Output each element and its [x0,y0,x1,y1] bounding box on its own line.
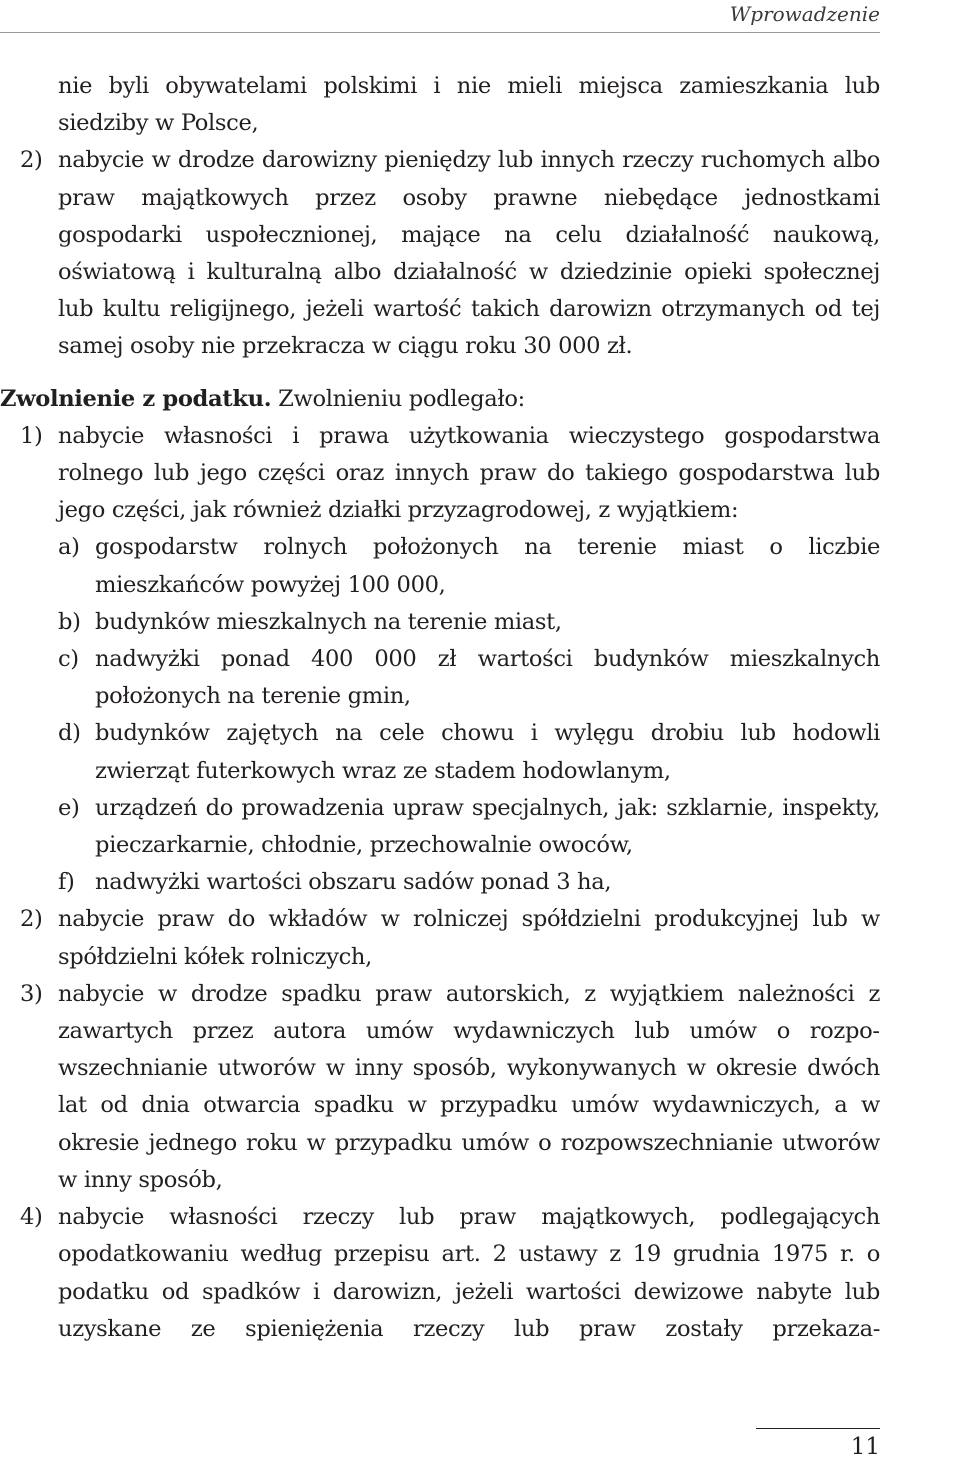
sub-item-text: budynków mieszkalnych na terenie miast, [95,608,562,635]
sub-item-text: budynków zajętych na cele chowu i wylęgu drobiu lub hodowli zwierząt futerkowych wraz ze stadem hodowlanym, [95,720,880,784]
section-lead [0,381,880,418]
sub-item-letter: a) [58,534,80,561]
sub-item [0,864,880,901]
list-item-number: 4) [20,1204,43,1231]
sub-item [0,641,880,715]
sub-item [0,529,880,603]
sub-item [0,790,880,864]
section-intro: Zwolnieniu podlegało: [271,385,525,412]
sub-item-letter: e) [58,794,80,821]
list-item-text: nabycie własności rzeczy lub praw majątkowych, podlegających opodatkowaniu według przepisu art. 2 ustawy z 19 grudnia 1975 r. o podatku od spadków i darowizn, jeżeli wartości dewizowe nabyte lub uzyskane ze spieniężenia rzeczy lub praw zostały przekaza- [58,1204,880,1342]
exemption-section [0,381,880,1348]
sub-item [0,604,880,641]
list-item [0,976,880,1199]
sub-item-letter: b) [58,608,81,635]
header-rule [0,32,880,33]
list-item [0,142,880,365]
list-item-text: nabycie w drodze darowizny pieniędzy lub innych rzeczy ruchomych albo praw majątkowych przez osoby prawne niebędące jednostkami gospodarki uspołecznionej, mające na celu działalność naukową, oświatową i kulturalną albo działalność w dziedzinie opieki społecznej lub kultu religijnego, jeżeli wartość takich darowizn otrzymanych od tej samej osoby nie przekracza w ciągu roku 30 000 zł. [58,147,880,360]
sub-item-text: urządzeń do prowadzenia upraw specjalnych, jak: szklarnie, inspekty, pieczarkarnie, chłodnie, przechowalnie owoców, [95,794,880,859]
list-item-text: nabycie w drodze spadku praw autorskich, z wyjątkiem należności z zawartych przez autora umów wydawniczych lub umów o rozpowszechnianie utworów w inny sposób, wykonywanych w okresie dwóch lat od dnia otwarcia spadku w przypadku umów wydawniczych, a w okresie jednego roku w przypadku umów o rozpowszechnianie utworów w inny sposób, [58,980,880,1193]
sub-item-text: nadwyżki ponad 400 000 zł wartości budynków mieszkalnych położonych na terenie gmin, [95,646,880,710]
sub-item-letter: c) [58,646,79,673]
continuation-paragraph: nie byli obywatelami polskimi i nie mieli miejsca zamieszkania lub siedziby w Polsce, [58,73,880,137]
list-item-number: 1) [20,422,43,449]
page-number: 11 [850,1434,880,1460]
list-item-number: 2) [20,147,43,174]
footer-rule [756,1428,880,1429]
sub-item-text: nadwyżki wartości obszaru sadów ponad 3 ha, [95,869,612,896]
sub-item-letter: d) [58,720,81,747]
running-head: Wprowadzenie [729,2,880,26]
list-item-number: 3) [20,980,43,1007]
sub-item [0,715,880,789]
sub-item-text: gospodarstw rolnych położonych na terenie miast o liczbie mieszkańców powyżej 100 000, [95,534,880,598]
list-item [0,901,880,975]
page-body [0,68,880,1348]
list-item-number: 2) [20,906,43,933]
list-item-text: nabycie praw do wkładów w rolniczej spółdzielni produkcyjnej lub w spółdzielni kółek rolniczych, [58,906,880,970]
sub-item-letter: f) [58,869,75,896]
section-heading: Zwolnienie z podatku. [0,385,272,412]
list-item-text: nabycie własności i prawa użytkowania wieczystego gospodarstwa rolnego lub jego części oraz innych praw do takiego gospodarstwa lub jego części, jak również działki przyzagrodowej, z wyjątkiem: [58,422,880,524]
list-item [0,1199,880,1348]
list-item [0,418,880,530]
